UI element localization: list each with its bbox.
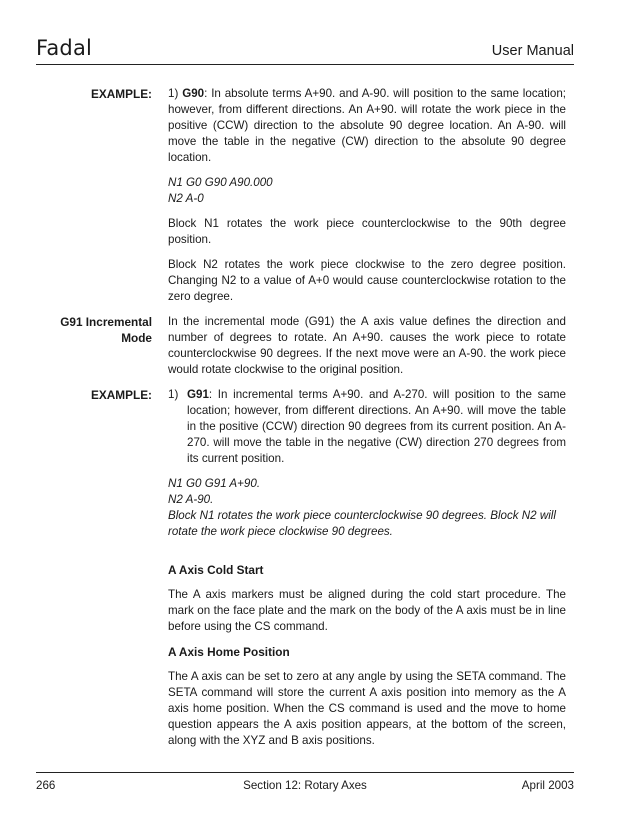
page-number: 266 (36, 779, 56, 792)
example-absolute-text: : In absolute terms A+90. and A-90. will position to the same location; however, from different directions. An A+90. will rotate the work piece in the positive (CCW) direction to the absolute 90 degree location. An A-90. will move the table in the negative (CW) direction to the absolute 90 degree location. (168, 87, 566, 164)
example-absolute-item (168, 86, 566, 166)
paragraph: The A axis can be set to zero at any angle by using the SETA command. The SETA command will store the current A axis position into memory as the A axis home position. When the CS command is used and the move to home question appears the A axis position appears, at the bottom of the screen, along with the XYZ and B axis positions. (168, 670, 566, 747)
code-line: N2 A-0 (168, 192, 204, 205)
document-title: User Manual (491, 43, 574, 59)
paragraph: Block N2 rotates the work piece clockwise to the zero degree position. Changing N2 to a value of A+0 would cause counterclockwise rotation to the zero degree. (168, 258, 566, 303)
publication-date: April 2003 (521, 779, 574, 792)
cold-start-section (36, 562, 574, 635)
label-line: Mode (121, 331, 152, 345)
section-heading: A Axis Home Position (168, 645, 290, 659)
code-line: N1 G0 G90 A90.000 (168, 176, 273, 189)
page-header (36, 34, 574, 65)
gcode-g91: G91 (187, 388, 209, 401)
incremental-mode-label (36, 314, 152, 346)
example-incremental-text: : In incremental terms A+90. and A-270. will position to the same location; however, from different directions. An A+90. will move the table in the positive (CCW) direction 90 degrees from its current position. An A-270. will move the table in the negative (CW) direction 270 degrees from its current position. (187, 388, 566, 465)
example-incremental-section (36, 387, 574, 540)
paragraph: The A axis markers must be aligned during the cold start procedure. The mark on the face plate and the mark on the body of the A axis must be in line before using the CS command. (168, 588, 566, 633)
code-block-incremental (168, 476, 566, 540)
brand-logo: Fadal (36, 36, 93, 60)
paragraph: Block N1 rotates the work piece counterclockwise to the 90th degree position. (168, 217, 566, 246)
home-position-section (36, 644, 574, 749)
example-absolute-section (36, 86, 574, 305)
example-incremental-item (168, 387, 566, 467)
section-title: Section 12: Rotary Axes (243, 779, 367, 792)
incremental-mode-section (36, 314, 574, 378)
page-footer (36, 772, 574, 795)
example-label: EXAMPLE: (91, 87, 152, 101)
item-number: 1) (168, 87, 179, 100)
code-line: N2 A-90. (168, 493, 214, 506)
paragraph: In the incremental mode (G91) the A axis value defines the direction and number of degrees to rotate. An A+90. causes the work piece to rotate counterclockwise 90 degrees. If the next move were an A-90. the work piece would rotate clockwise to the original position. (168, 315, 566, 376)
label-line: G91 Incremental (60, 315, 152, 329)
item-number: 1) (168, 388, 179, 401)
page-content (0, 86, 638, 758)
section-heading: A Axis Cold Start (168, 563, 264, 577)
gcode-g90: G90 (182, 87, 205, 100)
code-line: Block N1 rotates the work piece counterclockwise 90 degrees. Block N2 will rotate the work piece clockwise 90 degrees. (168, 509, 556, 538)
code-block-absolute (168, 175, 566, 207)
code-line: N1 G0 G91 A+90. (168, 477, 261, 490)
example-label: EXAMPLE: (91, 388, 152, 402)
